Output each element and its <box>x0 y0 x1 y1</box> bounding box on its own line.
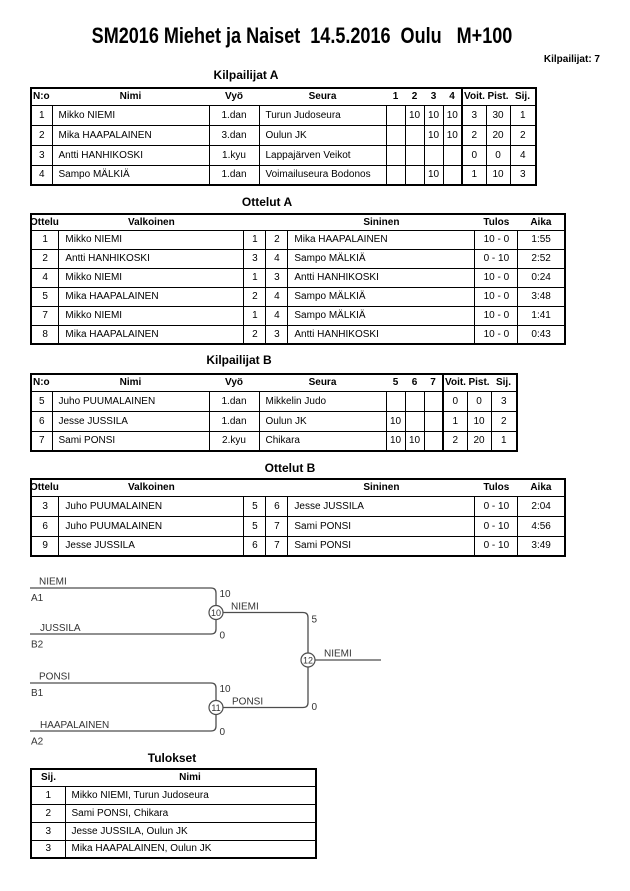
cell-seura: Chikara <box>259 431 386 451</box>
cell-aika: 4:56 <box>518 516 565 536</box>
bracket-seed-b1: B1 <box>31 688 44 699</box>
bracket-line-a1 <box>30 588 216 606</box>
cell-sininen: Sami PONSI <box>288 516 475 536</box>
bracket-score-b1: 10 <box>219 684 231 695</box>
cell-aika: 2:04 <box>518 496 565 516</box>
cell-seura: Oulun JK <box>259 125 386 145</box>
cell-round-5 <box>386 391 405 411</box>
cell-seura: Voimailuseura Bodonos <box>259 165 386 185</box>
cell-blue-no: 3 <box>266 268 288 287</box>
matches-b-row <box>31 496 565 516</box>
cell-pist: 30 <box>486 105 510 125</box>
cell-round-4: 10 <box>443 125 462 145</box>
bracket-semi-bottom-winner: PONSI <box>232 696 264 708</box>
cell-sininen: Antti HANHIKOSKI <box>288 325 475 344</box>
cell-blue-no: 4 <box>266 249 288 268</box>
cell-nimi: Sampo MÄLKIÄ <box>52 165 209 185</box>
cell-ottelu: 6 <box>31 516 59 536</box>
bracket-match-number-12: 12 <box>302 655 314 666</box>
cell-white-no: 5 <box>244 496 266 516</box>
bracket-player-a1: NIEMI <box>39 576 67 588</box>
cell-nimi: Mika HAAPALAINEN <box>52 125 209 145</box>
bracket-player-a2: HAAPALAINEN <box>40 720 110 731</box>
pool-a-heading: Kilpailijat A <box>213 68 279 82</box>
cell-nimi: Sami PONSI <box>52 431 209 451</box>
pool-a-row <box>31 165 536 185</box>
header-white-no <box>244 214 266 230</box>
cell-blue-no: 6 <box>266 496 288 516</box>
results-row <box>31 804 316 822</box>
header-nimi: Nimi <box>52 88 209 105</box>
pool-a-row <box>31 125 536 145</box>
bracket-final-winner: NIEMI <box>324 648 352 660</box>
cell-tulos: 10 - 0 <box>475 230 518 249</box>
header-valkoinen: Valkoinen <box>59 214 244 230</box>
cell-round-3: 10 <box>424 165 443 185</box>
pool-b-row <box>31 411 517 431</box>
cell-ottelu: 1 <box>31 230 59 249</box>
pool-a-header-row <box>31 88 536 105</box>
cell-sininen: Sami PONSI <box>288 536 475 556</box>
pool-b-header-row <box>31 374 517 391</box>
cell-blue-no: 4 <box>266 287 288 306</box>
cell-no: 2 <box>31 125 52 145</box>
cell-tulos: 0 - 10 <box>475 516 518 536</box>
header-sij: Sij. <box>31 769 65 786</box>
matches-b-row <box>31 536 565 556</box>
cell-sij: 2 <box>510 125 536 145</box>
cell-tulos: 10 - 0 <box>475 268 518 287</box>
cell-nimi: Sami PONSI, Chikara <box>65 804 316 822</box>
cell-sininen: Jesse JUSSILA <box>288 496 475 516</box>
header-aika: Aika <box>518 214 565 230</box>
bracket-match-number-11: 11 <box>211 702 221 713</box>
bracket-line-semi-top-winner <box>223 613 308 654</box>
competitor-count: Kilpailijat: 7 <box>543 54 600 65</box>
cell-aika: 0:43 <box>518 325 565 344</box>
cell-sij: 4 <box>510 145 536 165</box>
cell-round-4 <box>443 145 462 165</box>
cell-white-no: 6 <box>244 536 266 556</box>
header-nimi: Nimi <box>52 374 209 391</box>
cell-nimi: Jesse JUSSILA <box>52 411 209 431</box>
cell-vyo: 2.kyu <box>209 431 259 451</box>
cell-aika: 0:24 <box>518 268 565 287</box>
bracket-seed-a1: A1 <box>31 593 44 604</box>
cell-no: 3 <box>31 145 52 165</box>
page-title-text: SM2016 Miehet ja Naiset 14.5.2016 Oulu M+100 <box>91 23 513 48</box>
cell-valkoinen: Mikko NIEMI <box>59 230 244 249</box>
cell-sininen: Mika HAAPALAINEN <box>288 230 475 249</box>
cell-round-3 <box>424 145 443 165</box>
header-white-no <box>244 479 266 496</box>
header-no: N:o <box>31 374 52 391</box>
bracket-semi-bottom-winner-score: 0 <box>311 702 318 713</box>
cell-pist: 20 <box>467 431 491 451</box>
cell-round-1 <box>386 145 405 165</box>
cell-no: 7 <box>31 431 52 451</box>
bracket-match-number-10: 10 <box>210 607 222 618</box>
cell-round-1 <box>386 125 405 145</box>
cell-round-6 <box>405 411 424 431</box>
cell-round-3: 10 <box>424 105 443 125</box>
cell-no: 1 <box>31 105 52 125</box>
cell-round-6: 10 <box>405 431 424 451</box>
matches-a-row <box>31 268 565 287</box>
header-seura: Seura <box>259 374 386 391</box>
matches-a-row <box>31 230 565 249</box>
cell-nimi: Jesse JUSSILA, Oulun JK <box>65 822 316 840</box>
page-title <box>46 23 559 49</box>
matches-b-table <box>30 478 566 557</box>
bracket-line-b1 <box>30 683 216 701</box>
cell-no: 6 <box>31 411 52 431</box>
cell-round-1 <box>386 165 405 185</box>
cell-sininen: Sampo MÄLKIÄ <box>288 306 475 325</box>
cell-no: 4 <box>31 165 52 185</box>
cell-seura: Turun Judoseura <box>259 105 386 125</box>
pool-a-row <box>31 145 536 165</box>
cell-ottelu: 8 <box>31 325 59 344</box>
cell-pist: 10 <box>467 411 491 431</box>
header-blue-no <box>266 214 288 230</box>
cell-sij: 3 <box>491 391 517 411</box>
pool-b-heading: Kilpailijat B <box>206 353 272 367</box>
header-round-2: 2 <box>405 88 424 105</box>
cell-white-no: 3 <box>244 249 266 268</box>
header-blue-no <box>266 479 288 496</box>
bracket-score-a1: 10 <box>219 589 231 600</box>
header-round-4: 4 <box>443 88 462 105</box>
header-pist: Pist. <box>486 88 510 105</box>
cell-round-2 <box>405 145 424 165</box>
cell-vyo: 3.dan <box>209 125 259 145</box>
header-vyo: Vyö <box>209 88 259 105</box>
bracket-seed-a2: A2 <box>31 736 44 748</box>
header-nimi: Nimi <box>65 769 316 786</box>
results-row <box>31 786 316 804</box>
cell-sij: 1 <box>491 431 517 451</box>
matches-a-row <box>31 249 565 268</box>
cell-ottelu: 2 <box>31 249 59 268</box>
cell-white-no: 1 <box>244 230 266 249</box>
matches-a-row <box>31 306 565 325</box>
cell-voit: 3 <box>462 105 486 125</box>
cell-round-7 <box>424 391 443 411</box>
cell-seura: Oulun JK <box>259 411 386 431</box>
cell-valkoinen: Mika HAAPALAINEN <box>59 325 244 344</box>
bracket-score-a2: 0 <box>219 727 226 738</box>
cell-vyo: 1.dan <box>209 391 259 411</box>
header-round-1: 1 <box>386 88 405 105</box>
matches-a-header-row <box>31 214 565 230</box>
cell-sininen: Sampo MÄLKIÄ <box>288 249 475 268</box>
matches-b-heading: Ottelut B <box>264 461 316 475</box>
cell-ottelu: 3 <box>31 496 59 516</box>
cell-sij: 3 <box>31 822 65 840</box>
cell-white-no: 1 <box>244 268 266 287</box>
bracket-player-b2: JUSSILA <box>40 623 81 634</box>
cell-round-2 <box>405 165 424 185</box>
header-tulos: Tulos <box>475 479 518 496</box>
pool-b-row <box>31 391 517 411</box>
cell-nimi: Mikko NIEMI <box>52 105 209 125</box>
cell-round-4: 10 <box>443 105 462 125</box>
results-header-row <box>31 769 316 786</box>
cell-seura: Lappajärven Veikot <box>259 145 386 165</box>
bracket-semi-top-winner-score: 5 <box>311 614 318 626</box>
matches-a-heading: Ottelut A <box>241 195 293 209</box>
cell-round-5: 10 <box>386 431 405 451</box>
cell-pist: 10 <box>486 165 510 185</box>
cell-vyo: 1.dan <box>209 165 259 185</box>
bracket-seed-b2: B2 <box>31 639 44 651</box>
cell-sininen: Sampo MÄLKIÄ <box>288 287 475 306</box>
header-valkoinen: Valkoinen <box>59 479 244 496</box>
cell-ottelu: 9 <box>31 536 59 556</box>
cell-aika: 1:55 <box>518 230 565 249</box>
cell-valkoinen: Juho PUUMALAINEN <box>59 516 244 536</box>
cell-aika: 3:48 <box>518 287 565 306</box>
cell-nimi: Juho PUUMALAINEN <box>52 391 209 411</box>
bracket-score-b2: 0 <box>219 630 226 642</box>
matches-a-table <box>30 213 566 345</box>
cell-vyo: 1.kyu <box>209 145 259 165</box>
cell-valkoinen: Mikko NIEMI <box>59 268 244 287</box>
header-no: N:o <box>31 88 52 105</box>
cell-sij: 2 <box>31 804 65 822</box>
header-tulos: Tulos <box>475 214 518 230</box>
pool-b-table <box>30 373 518 452</box>
header-voit: Voit. <box>462 88 486 105</box>
cell-tulos: 10 - 0 <box>475 287 518 306</box>
header-seura: Seura <box>259 88 386 105</box>
cell-round-7 <box>424 431 443 451</box>
cell-pist: 0 <box>486 145 510 165</box>
cell-sij: 1 <box>510 105 536 125</box>
cell-tulos: 0 - 10 <box>475 536 518 556</box>
cell-blue-no: 4 <box>266 306 288 325</box>
cell-valkoinen: Mikko NIEMI <box>59 306 244 325</box>
cell-white-no: 1 <box>244 306 266 325</box>
bracket-player-b1: PONSI <box>39 671 71 683</box>
finals-bracket <box>0 563 400 758</box>
header-sij: Sij. <box>491 374 517 391</box>
cell-round-3: 10 <box>424 125 443 145</box>
cell-vyo: 1.dan <box>209 105 259 125</box>
cell-valkoinen: Juho PUUMALAINEN <box>59 496 244 516</box>
cell-voit: 1 <box>462 165 486 185</box>
matches-a-row <box>31 325 565 344</box>
pool-a-table <box>30 87 537 186</box>
cell-sininen: Antti HANHIKOSKI <box>288 268 475 287</box>
cell-aika: 3:49 <box>518 536 565 556</box>
cell-white-no: 2 <box>244 325 266 344</box>
cell-round-4 <box>443 165 462 185</box>
cell-aika: 1:41 <box>518 306 565 325</box>
cell-ottelu: 4 <box>31 268 59 287</box>
cell-valkoinen: Antti HANHIKOSKI <box>59 249 244 268</box>
cell-nimi: Mikko NIEMI, Turun Judoseura <box>65 786 316 804</box>
matches-a-row <box>31 287 565 306</box>
cell-valkoinen: Mika HAAPALAINEN <box>59 287 244 306</box>
header-round-7: 7 <box>424 374 443 391</box>
cell-nimi: Mika HAAPALAINEN, Oulun JK <box>65 840 316 858</box>
cell-ottelu: 7 <box>31 306 59 325</box>
cell-round-2: 10 <box>405 105 424 125</box>
pool-a-row <box>31 105 536 125</box>
header-round-6: 6 <box>405 374 424 391</box>
cell-voit: 0 <box>443 391 467 411</box>
header-voit: Voit. <box>443 374 467 391</box>
cell-seura: Mikkelin Judo <box>259 391 386 411</box>
cell-voit: 2 <box>443 431 467 451</box>
header-ottelu: Ottelu <box>31 214 59 230</box>
header-sij: Sij. <box>510 88 536 105</box>
cell-round-1 <box>386 105 405 125</box>
pool-b-row <box>31 431 517 451</box>
cell-sij: 1 <box>31 786 65 804</box>
cell-round-2 <box>405 125 424 145</box>
cell-round-6 <box>405 391 424 411</box>
cell-pist: 20 <box>486 125 510 145</box>
header-aika: Aika <box>518 479 565 496</box>
header-pist: Pist. <box>467 374 491 391</box>
header-round-3: 3 <box>424 88 443 105</box>
bracket-semi-top-winner: NIEMI <box>231 601 259 613</box>
cell-no: 5 <box>31 391 52 411</box>
cell-voit: 0 <box>462 145 486 165</box>
results-row <box>31 822 316 840</box>
cell-blue-no: 2 <box>266 230 288 249</box>
results-heading: Tulokset <box>147 751 197 765</box>
cell-sij: 3 <box>31 840 65 858</box>
cell-voit: 1 <box>443 411 467 431</box>
cell-tulos: 0 - 10 <box>475 249 518 268</box>
header-ottelu: Ottelu <box>31 479 59 496</box>
matches-b-row <box>31 516 565 536</box>
cell-sij: 3 <box>510 165 536 185</box>
results-row <box>31 840 316 858</box>
results-table <box>30 768 317 859</box>
cell-blue-no: 7 <box>266 536 288 556</box>
header-sininen: Sininen <box>288 479 475 496</box>
cell-white-no: 5 <box>244 516 266 536</box>
header-vyo: Vyö <box>209 374 259 391</box>
cell-voit: 2 <box>462 125 486 145</box>
cell-blue-no: 3 <box>266 325 288 344</box>
header-sininen: Sininen <box>288 214 475 230</box>
cell-ottelu: 5 <box>31 287 59 306</box>
cell-valkoinen: Jesse JUSSILA <box>59 536 244 556</box>
cell-vyo: 1.dan <box>209 411 259 431</box>
matches-b-header-row <box>31 479 565 496</box>
cell-round-7 <box>424 411 443 431</box>
cell-pist: 0 <box>467 391 491 411</box>
cell-aika: 2:52 <box>518 249 565 268</box>
cell-tulos: 10 - 0 <box>475 306 518 325</box>
cell-sij: 2 <box>491 411 517 431</box>
cell-tulos: 0 - 10 <box>475 496 518 516</box>
cell-round-5: 10 <box>386 411 405 431</box>
cell-blue-no: 7 <box>266 516 288 536</box>
cell-nimi: Antti HANHIKOSKI <box>52 145 209 165</box>
header-round-5: 5 <box>386 374 405 391</box>
cell-white-no: 2 <box>244 287 266 306</box>
cell-tulos: 10 - 0 <box>475 325 518 344</box>
